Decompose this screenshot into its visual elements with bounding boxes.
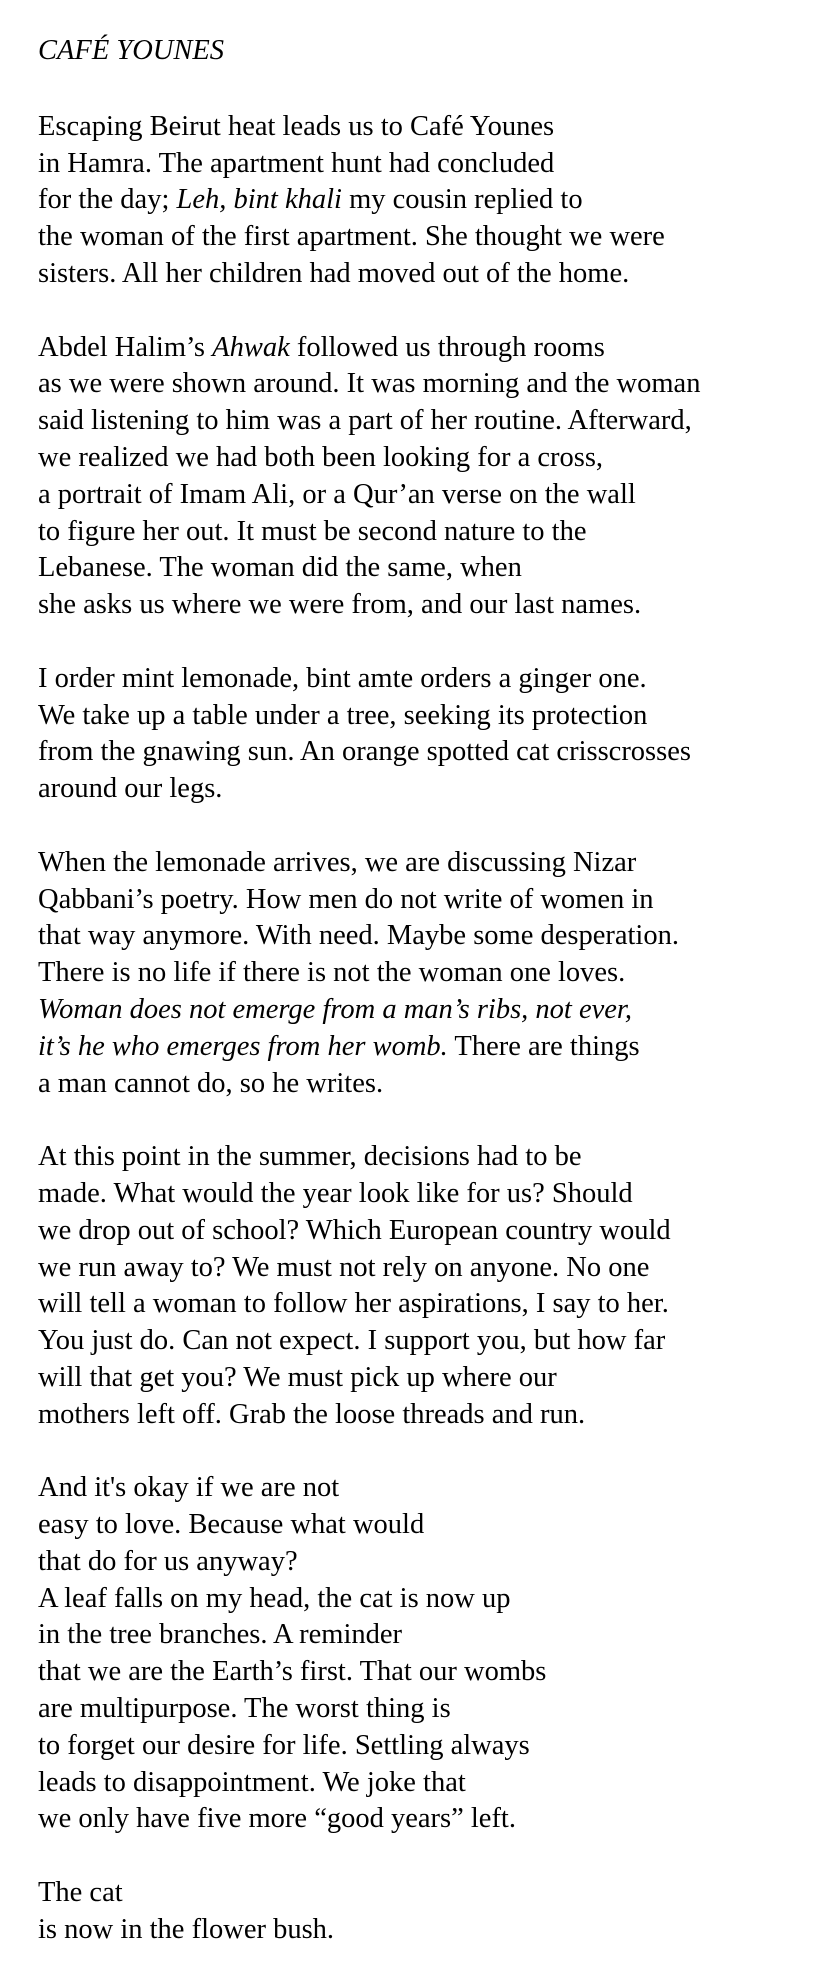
line-text: followed us through rooms (289, 331, 605, 363)
stanza (38, 661, 818, 808)
poem-line (38, 1139, 818, 1176)
poem-line (38, 698, 818, 735)
poem-line (38, 256, 818, 293)
line-text: in Hamra. The apartment hunt had concluded (38, 147, 555, 179)
stanza (38, 845, 818, 1103)
line-text: to forget our desire for life. Settling always (38, 1729, 530, 1761)
poem-line (38, 1544, 818, 1581)
italic-text: Ahwak (212, 331, 290, 363)
poem-line (38, 1470, 818, 1507)
poem-line (38, 1213, 818, 1250)
line-text: she asks us where we were from, and our last names. (38, 589, 642, 621)
poem-line (38, 1728, 818, 1765)
poem-line (38, 1617, 818, 1654)
line-text: There are things (447, 1030, 640, 1062)
poem-line (38, 1323, 818, 1360)
poem-line (38, 477, 818, 514)
line-text: from the gnawing sun. An orange spotted cat crisscrosses (38, 736, 691, 768)
line-text: will that get you? We must pick up where our (38, 1361, 557, 1393)
poem-line (38, 734, 818, 771)
line-text: You just do. Can not expect. I support you, but how far (38, 1325, 666, 1357)
line-text: that we are the Earth’s first. That our wombs (38, 1656, 547, 1688)
poem-line (38, 182, 818, 219)
line-text: that way anymore. With need. Maybe some desperation. (38, 920, 679, 952)
poem-line (38, 587, 818, 624)
poem-line (38, 514, 818, 551)
poem-line (38, 109, 818, 146)
line-text: Escaping Beirut heat leads us to Café Younes (38, 110, 555, 142)
line-text: I order mint lemonade, bint amte orders a ginger one. (38, 662, 647, 694)
line-text: my cousin replied to (341, 184, 583, 216)
poem-line (38, 771, 818, 808)
line-text: as we were shown around. It was morning and the woman (38, 368, 701, 400)
line-text: Qabbani’s poetry. How men do not write of women in (38, 883, 654, 915)
italic-text: Woman does not emerge from a man’s ribs, not ever, (38, 993, 632, 1025)
poem-line (38, 1691, 818, 1728)
line-text: a man cannot do, so he writes. (38, 1067, 384, 1099)
line-text: And it's okay if we are not (38, 1472, 340, 1504)
line-text: easy to love. Because what would (38, 1509, 425, 1541)
line-text: When the lemonade arrives, we are discussing Nizar (38, 846, 637, 878)
line-text: There is no life if there is not the woman one loves. (38, 957, 626, 989)
line-text: leads to disappointment. We joke that (38, 1766, 466, 1798)
poem-line (38, 1397, 818, 1434)
stanza (38, 109, 818, 293)
line-text: The cat (38, 1877, 123, 1909)
poem-line (38, 330, 818, 367)
poem-line (38, 1581, 818, 1618)
poem-line (38, 1360, 818, 1397)
italic-text: Leh, bint khali (176, 184, 342, 216)
poem-line (38, 1801, 818, 1838)
stanza (38, 1875, 818, 1949)
line-text: in the tree branches. A reminder (38, 1619, 403, 1651)
line-text: for the day; (38, 184, 177, 216)
poem-title: CAFÉ YOUNES (38, 35, 225, 66)
poem-line (38, 1029, 818, 1066)
line-text: we drop out of school? Which European country would (38, 1214, 671, 1246)
poem-line (38, 1250, 818, 1287)
line-text: Lebanese. The woman did the same, when (38, 552, 522, 584)
poem-line (38, 918, 818, 955)
poem-line (38, 1765, 818, 1802)
poem-line (38, 1507, 818, 1544)
italic-text: it’s he who emerges from her womb. (38, 1030, 448, 1062)
poem-line (38, 403, 818, 440)
line-text: we run away to? We must not rely on anyone. No one (38, 1251, 650, 1283)
poem-body (38, 109, 818, 1949)
poem-line (38, 1066, 818, 1103)
poem-line (38, 440, 818, 477)
poem-line (38, 550, 818, 587)
stanza (38, 330, 818, 624)
stanza (38, 1470, 818, 1838)
poem-line (38, 882, 818, 919)
line-text: the woman of the first apartment. She thought we were (38, 221, 665, 253)
line-text: Abdel Halim’s (38, 331, 213, 363)
stanza (38, 1139, 818, 1433)
line-text: A leaf falls on my head, the cat is now up (38, 1582, 511, 1614)
line-text: that do for us anyway? (38, 1545, 298, 1577)
poem-line (38, 1286, 818, 1323)
poem-line (38, 219, 818, 256)
line-text: We take up a table under a tree, seeking its protection (38, 699, 648, 731)
poem-line (38, 845, 818, 882)
line-text: At this point in the summer, decisions had to be (38, 1141, 582, 1173)
line-text: sisters. All her children had moved out of the home. (38, 257, 630, 289)
poem-line (38, 992, 818, 1029)
poem-line (38, 366, 818, 403)
poem-line (38, 955, 818, 992)
poem-line (38, 1654, 818, 1691)
poem-line (38, 1875, 818, 1912)
line-text: made. What would the year look like for us? Should (38, 1177, 633, 1209)
poem-line (38, 146, 818, 183)
line-text: are multipurpose. The worst thing is (38, 1693, 451, 1725)
line-text: mothers left off. Grab the loose threads and run. (38, 1398, 586, 1430)
line-text: a portrait of Imam Ali, or a Qur’an verse on the wall (38, 478, 636, 510)
line-text: is now in the flower bush. (38, 1913, 335, 1945)
line-text: will tell a woman to follow her aspirations, I say to her. (38, 1288, 669, 1320)
poem-line (38, 1176, 818, 1213)
poem-line (38, 1912, 818, 1949)
line-text: we realized we had both been looking for a cross, (38, 441, 604, 473)
poem-line (38, 661, 818, 698)
line-text: we only have five more “good years” left. (38, 1803, 516, 1835)
line-text: to figure her out. It must be second nature to the (38, 515, 587, 547)
line-text: around our legs. (38, 773, 223, 805)
line-text: said listening to him was a part of her routine. Afterward, (38, 405, 692, 437)
